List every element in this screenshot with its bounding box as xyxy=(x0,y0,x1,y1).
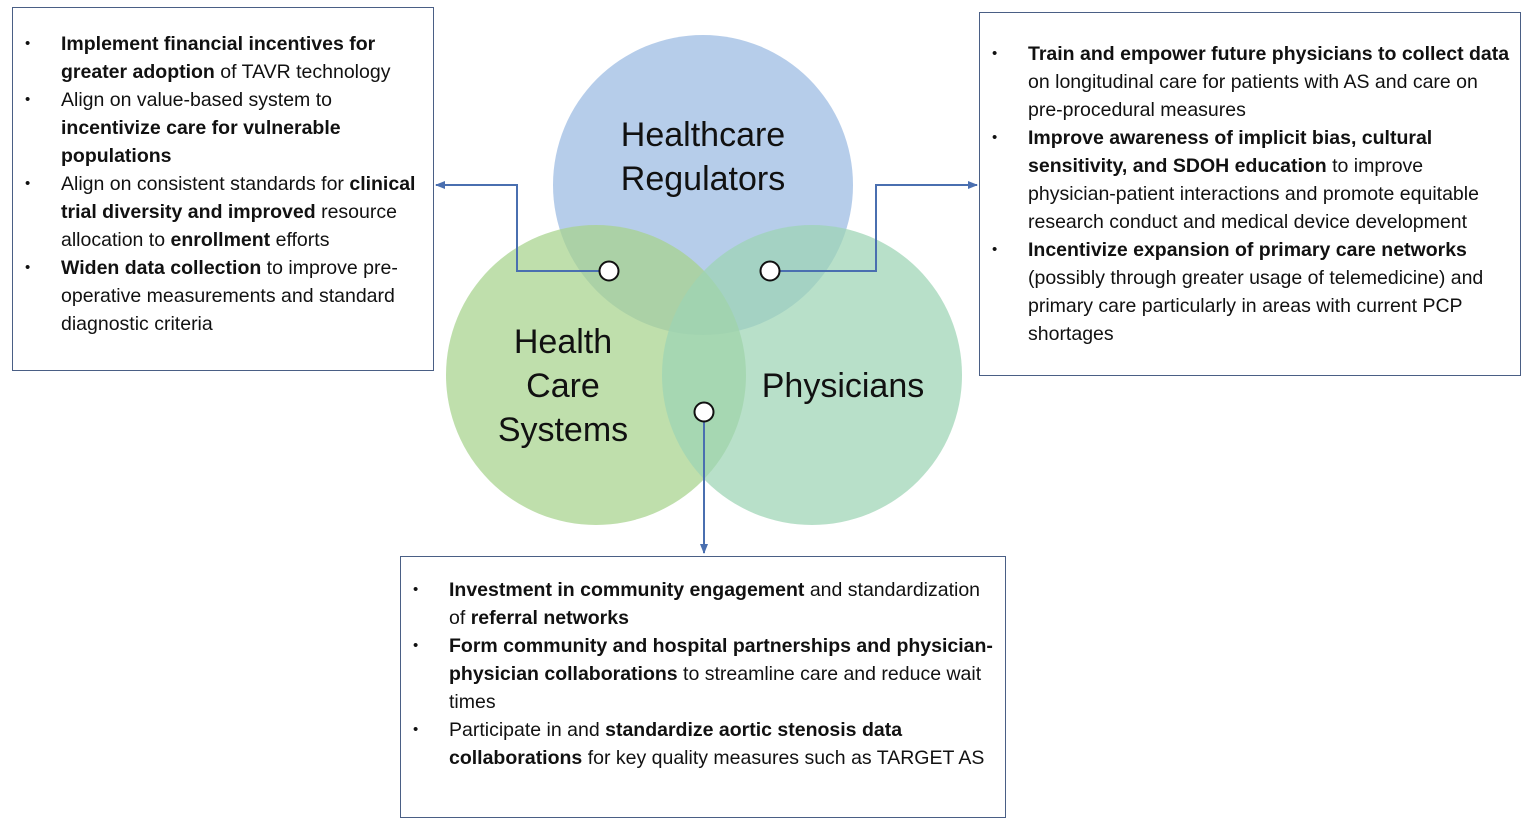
regulators-physicians-recommendations-box xyxy=(979,12,1521,376)
bold-text: incentivize care for vulnerable populations xyxy=(61,117,341,167)
bold-text: referral networks xyxy=(470,607,629,629)
node-regulators-physicians xyxy=(761,262,780,281)
systems-physicians-recommendations-box xyxy=(400,556,1006,818)
bold-text: clinical trial diversity and improved xyxy=(61,173,416,223)
bold-text: Form community and hospital partnerships and physician-physician collaborations xyxy=(449,635,993,685)
bold-text: Improve awareness of implicit bias, cultural sensitivity, and SDOH education xyxy=(1028,127,1433,177)
regular-text: Align on consistent standards for xyxy=(61,173,350,195)
regular-text: efforts xyxy=(270,229,330,251)
recommendation-list xyxy=(401,576,995,772)
label-regulators-line1: Healthcare xyxy=(620,116,786,154)
bullet-item xyxy=(13,254,425,338)
bullet-item xyxy=(401,716,995,772)
label-systems-line2: Care xyxy=(526,367,600,405)
node-systems-physicians xyxy=(695,403,714,422)
regular-text: to streamline care and reduce wait times xyxy=(449,663,982,713)
bullet-item xyxy=(980,236,1512,348)
regular-text: resource allocation to xyxy=(61,201,397,251)
label-regulators-line2: Regulators xyxy=(620,160,786,198)
recommendation-list xyxy=(13,30,425,338)
bold-text: Implement financial incentives for greater adoption xyxy=(61,33,376,83)
regular-text: on longitudinal care for patients with AS and care on pre-procedural measures xyxy=(1028,71,1478,121)
regular-text: Participate in and xyxy=(449,719,606,741)
regular-text: and standardization of xyxy=(449,579,981,629)
bullet-item xyxy=(13,86,425,170)
bold-text: enrollment xyxy=(170,229,271,251)
bullet-item xyxy=(980,40,1512,124)
regular-text: Align on value-based system to xyxy=(61,89,332,111)
regular-text: to improve physician-patient interactions and promote equitable research conduct and medical device development xyxy=(1028,155,1479,233)
label-systems-line3: Systems xyxy=(497,411,629,449)
regular-text: of TAVR technology xyxy=(214,61,391,83)
regulators-systems-recommendations-box xyxy=(12,7,434,371)
label-physicians: Physicians xyxy=(761,367,925,405)
regular-text: (possibly through greater usage of telemedicine) and primary care particularly in areas with current PCP shortages xyxy=(1028,267,1484,345)
bold-text: Incentivize expansion of primary care networks xyxy=(1028,239,1467,261)
bullet-item xyxy=(401,576,995,632)
bold-text: Investment in community engagement xyxy=(449,579,805,601)
label-systems-line1: Health xyxy=(513,323,613,361)
bold-text: Train and empower future physicians to collect data xyxy=(1028,43,1510,65)
node-regulators-systems xyxy=(600,262,619,281)
bullet-item xyxy=(401,632,995,716)
bullet-item xyxy=(980,124,1512,236)
bullet-item xyxy=(13,30,425,86)
regular-text: to improve pre-operative measurements and standard diagnostic criteria xyxy=(61,257,398,335)
bold-text: Widen data collection xyxy=(61,257,262,279)
bold-text: standardize aortic stenosis data collaborations xyxy=(449,719,903,769)
regular-text: for key quality measures such as TARGET AS xyxy=(582,747,985,769)
recommendation-list xyxy=(980,40,1512,348)
bullet-item xyxy=(13,170,425,254)
